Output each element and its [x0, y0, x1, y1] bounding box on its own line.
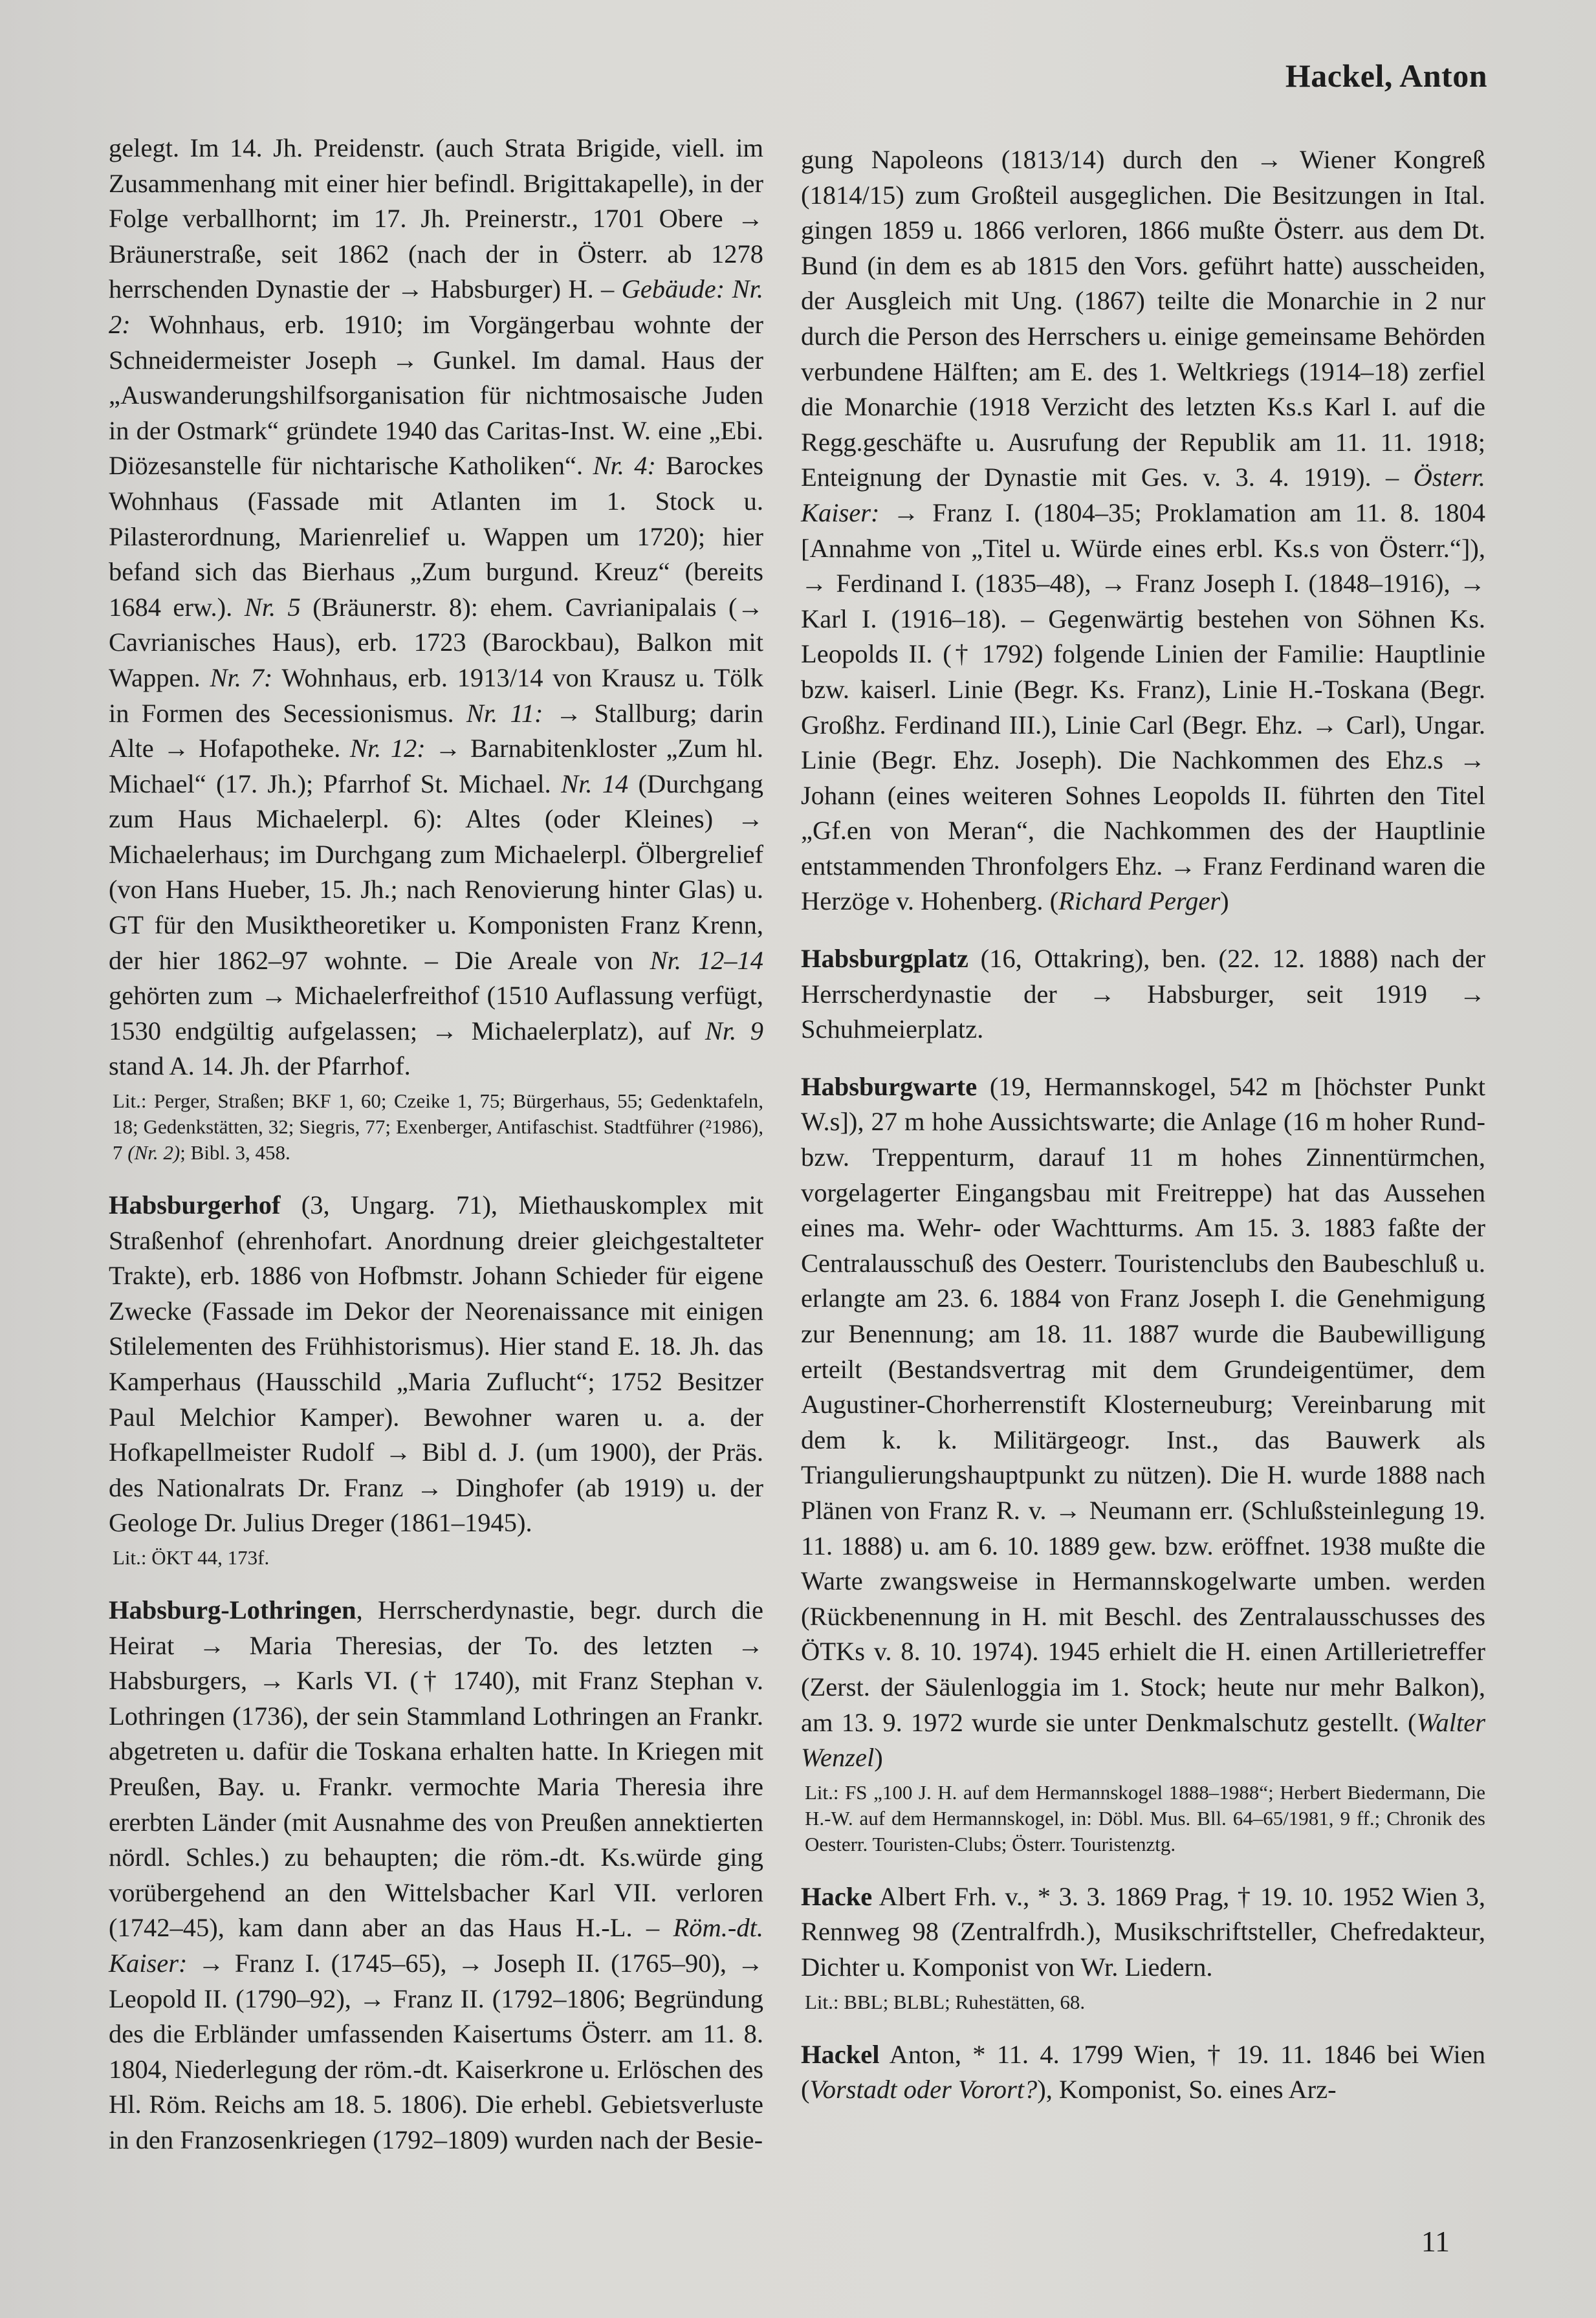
literature-note: Lit.: Perger, Straßen; BKF 1, 60; Czeike 1, 75; Bürgerhaus, 55; Gedenktafeln, 18; Gedenkstätten, 32; Siegris, 77; Exenberger, Antifaschist. Stadtführer (²1986), 7 (Nr. 2); Bibl. 3, 458.: [113, 1089, 763, 1164]
literature-note: Lit.: BBL; BLBL; Ruhestätten, 68.: [805, 1990, 1086, 2013]
headword: Habsburgplatz: [801, 944, 968, 974]
author-signature: Richard Perger: [1058, 886, 1221, 916]
literature-note: Lit.: FS „100 J. H. auf dem Hermannskogel 1888–1988“; Herbert Biedermann, Die H.-W. auf dem Hermannskogel, in: Döbl. Mus. Bll. 64–65/1981, 9 ff.; Chronik des Oesterr. Touristen-Clubs; Österr. Touristenztg.: [805, 1780, 1485, 1855]
entry-habsburg-lothringen: Habsburg-Lothringen, Herrscherdynastie, begr. durch die Heirat → Maria Theresias, der To. des letzten → Habsburgers, → Karls VI. († 1740), mit Franz Stephan v. Lothringen (1736), der sein Stammland Lothringen an Frankr. abgetreten u. dafür die Toskana erhalten hatte. In Kriegen mit Preußen, Bay. u. Frankr. vermochte Maria Theresia ihre ererbten Länder (mit Ausnahme des von Preußen annektierten nördl. Schles.) zu behaupten; die röm.-dt. Ks.würde ging vorübergehend an den Wittelsbacher Karl VII. verloren (1742–45), kam dann aber an das Haus H.-L. – Röm.-dt. Kaiser: → Franz I. (1745–65), → Joseph II. (1765–90), → Leopold II. (1790–92), → Franz II. (1792–1806; Begründung des die Erbländer umfassenden Kaisertums Österr. am 11. 8. 1804, Niederlegung der röm.-dt. Kaiserkrone u. Erlöschen des Hl. Röm. Reichs am 18. 5. 1806). Die erhebl. Gebietsverluste in den Franzosenkriegen (1792–1809) wurden nach der Besie-: [109, 1595, 763, 2154]
page-number: 11: [1421, 2225, 1450, 2258]
left-column: [109, 131, 763, 2158]
headword: Habsburgwarte: [801, 1071, 978, 1101]
running-header: Hackel, Anton: [1285, 58, 1487, 94]
literature-note: Lit.: ÖKT 44, 173f.: [113, 1546, 270, 1569]
entry-continuation-habsburg-lothringen: gung Napoleons (1813/14) durch den → Wiener Kongreß (1814/15) zum Großteil ausgeglichen. Die Besitzungen in Ital. gingen 1859 u. 1866 verloren, 1866 mußte Österr. aus dem Dt. Bund (in dem es ab 1815 den Vors. geführt hatte) ausscheiden, der Ausgleich mit Ung. (1867) teilte die Monarchie in 2 nur durch die Person des Herrschers u. einige gemeinsame Behörden verbundene Hälften; am E. des 1. Weltkriegs (1914–18) zerfiel die Monarchie (1918 Verzicht des letzten Ks.s Karl I. auf die Regg.geschäfte u. Ausrufung der Republik am 11. 11. 1918; Enteignung der Dynastie mit Ges. v. 3. 4. 1919). – Österr. Kaiser: → Franz I. (1804–35; Proklamation am 11. 8. 1804 [Annahme von „Titel u. Würde eines erbl. Ks.s von Österr.“]), → Ferdinand I. (1835–48), → Franz Joseph I. (1848–1916), → Karl I. (1916–18). – Gegenwärtig bestehen von Söhnen Ks. Leopolds II. († 1792) folgende Linien der Familie: Hauptlinie bzw. kaiserl. Linie (Begr. Ks. Franz), Linie H.-Toskana (Begr. Großhz. Ferdinand III.), Linie Carl (Begr. Ehz. → Carl), Ungar. Linie (Begr. Ehz. Joseph). Die Nachkommen des Ehz.s → Johann (eines weiteren Sohnes Leopolds II. führten den Titel „Gf.en von Meran“, die Nachkommen des der Hauptlinie entstammenden Thronfolgers Ehz. → Franz Ferdinand waren die Herzöge v. Hohenberg. (Richard Perger): [801, 145, 1485, 916]
headword: Habsburgerhof: [109, 1190, 281, 1220]
headword: Hacke: [801, 1881, 873, 1911]
entry-hackel: Hackel Anton, * 11. 4. 1799 Wien, † 19. 11. 1846 bei Wien (Vorstadt oder Vorort?), Komponist, So. eines Arz-: [801, 2039, 1485, 2105]
headword: Habsburg-Lothringen: [109, 1595, 356, 1624]
right-column: [801, 142, 1485, 2108]
entry-habsburgerhof: Habsburgerhof (3, Ungarg. 71), Miethauskomplex mit Straßenhof (ehrenhofart. Anordnung dreier gleichgestalteter Trakte), erb. 1886 von Hofbmstr. Johann Schieder für eigene Zwecke (Fassade im Dekor der Neorenaissance mit einigen Stilelementen des Frühhistorismus). Hier stand E. 18. Jh. das Kamperhaus (Hausschild „Maria Zuflucht“; 1752 Besitzer Paul Melchior Kamper). Bewohner waren u. a. der Hofkapellmeister Rudolf → Bibl d. J. (um 1900), der Präs. des Nationalrats Dr. Franz → Dinghofer (ab 1919) u. der Geologe Dr. Julius Dreger (1861–1945).: [109, 1190, 763, 1538]
entry-habsburgplatz: Habsburgplatz (16, Ottakring), ben. (22. 12. 1888) nach der Herrscherdynastie der → Habsburger, seit 1919 → Schuhmeierplatz.: [801, 944, 1485, 1044]
headword: Hackel: [801, 2039, 880, 2069]
entry-continuation-habsburgergasse: gelegt. Im 14. Jh. Preidenstr. (auch Strata Brigide, viell. im Zusammenhang mit einer hier befindl. Brigittakapelle), in der Folge verballhornt; im 17. Jh. Preinerstr., 1701 Obere → Bräunerstraße, seit 1862 (nach der in Österr. ab 1278 herrschenden Dynastie der → Habsburger) H. – Gebäude: Nr. 2: Wohnhaus, erb. 1910; im Vorgängerbau wohnte der Schneidermeister Joseph → Gunkel. Im damal. Haus der „Auswanderungshilfsorganisation für nichtmosaische Juden in der Ostmark“ gründete 1940 das Caritas-Inst. W. eine „Ebi. Diözesanstelle für nichtarische Katholiken“. Nr. 4: Barockes Wohnhaus (Fassade mit Atlanten im 1. Stock u. Pilasterordnung, Marienrelief u. Wappen um 1720); hier befand sich das Bierhaus „Zum burgund. Kreuz“ (bereits 1684 erw.). Nr. 5 (Bräunerstr. 8): ehem. Cavrianipalais (→ Cavrianisches Haus), erb. 1723 (Barockbau), Balkon mit Wappen. Nr. 7: Wohnhaus, erb. 1913/14 von Krausz u. Tölk in Formen des Secessionismus. Nr. 11: → Stallburg; darin Alte → Hofapotheke. Nr. 12: → Barnabitenkloster „Zum hl. Michael“ (17. Jh.); Pfarrhof St. Michael. Nr. 14 (Durchgang zum Haus Michaelerpl. 6): Altes (oder Kleines) → Michaelerhaus; im Durchgang zum Michaelerpl. Ölbergrelief (von Hans Hueber, 15. Jh.; nach Renovierung hinter Glas) u. GT für den Musiktheoretiker u. Komponisten Franz Krenn, der hier 1862–97 wohnte. – Die Areale von Nr. 12–14 gehörten zum → Michaelerfreithof (1510 Auflassung verfügt, 1530 endgültig aufgelassen; → Michaelerplatz), auf Nr. 9 stand A. 14. Jh. der Pfarrhof.: [109, 133, 763, 1081]
author-signature: Walter Wenzel: [801, 1707, 1485, 1773]
entry-habsburgwarte: Habsburgwarte (19, Hermannskogel, 542 m [höchster Punkt W.s]), 27 m hohe Aussichtswarte; die Anlage (16 m hoher Rund- bzw. Treppenturm, darauf 11 m hohes Zinnentürmchen, vorgelagerter Eingangsbau mit Freitreppe) hat das Aussehen eines ma. Wehr- oder Wachtturms. Am 15. 3. 1883 faßte der Centralausschuß des Oesterr. Touristenclubs den Baubeschluß u. erlangte am 23. 6. 1884 von Franz Joseph I. die Genehmigung zur Benennung; am 18. 11. 1887 wurde die Baubewilligung erteilt (Bestandsvertrag mit dem Grundeigentümer, dem Augustiner-Chorherrenstift Klosterneuburg; Vereinbarung mit dem k. k. Militärgeogr. Inst., das Bauwerk als Triangulierungshauptpunkt zu nützen). Die H. wurde 1888 nach Plänen von Franz R. v. → Neumann err. (Schlußsteinlegung 19. 11. 1888) u. am 6. 10. 1889 gew. bzw. eröffnet. 1938 mußte die Warte zwangsweise in Hermannskogelwarte umben. werden (Rückbenennung in H. mit Beschl. des Zentralausschusses des ÖTKs v. 8. 10. 1974). 1945 erhielt die H. einen Artillerietreffer (Zerst. der Säulenloggia im 1. Stock; heute nur mehr Balkon), am 13. 9. 1972 wurde sie unter Denkmalschutz gestellt. (Walter Wenzel): [801, 1071, 1485, 1773]
entry-hacke: Hacke Albert Frh. v., * 3. 3. 1869 Prag, † 19. 10. 1952 Wien 3, Rennweg 98 (Zentralfrdh.), Musikschriftsteller, Chefredakteur, Dichter u. Komponist von Wr. Liedern.: [801, 1881, 1485, 1982]
